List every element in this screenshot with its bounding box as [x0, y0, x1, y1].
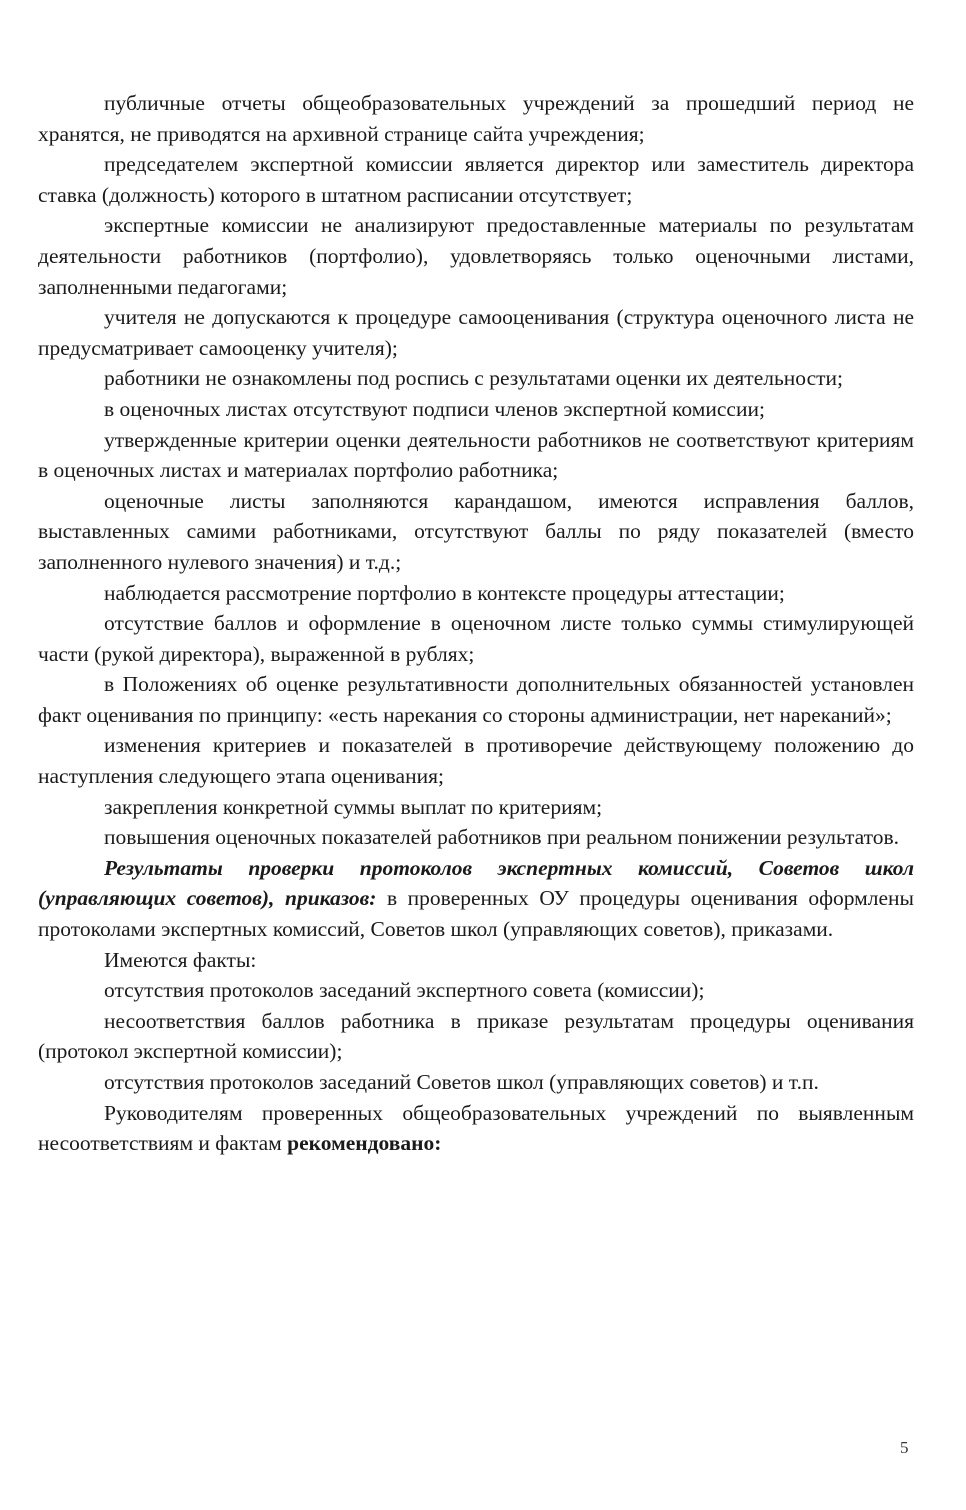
paragraph: утвержденные критерии оценки деятельности работников не соответствуют критериям в оценочных листах и материалах портфолио работника;	[38, 427, 914, 483]
results-heading: Результаты проверки протоколов экспертных комиссий, Советов школ (управляющих советов), приказов:	[38, 855, 914, 911]
paragraph: работники не ознакомлены под роспись с результатами оценки их деятельности;	[104, 366, 843, 391]
paragraph: наблюдается рассмотрение портфолио в контексте процедуры аттестации;	[104, 580, 785, 605]
fact-item: отсутствия протоколов заседаний экспертного совета (комиссии);	[104, 978, 705, 1003]
closing-text: Руководителям проверенных общеобразовательных учреждений по выявленным несоответствиям и фактам	[38, 1100, 914, 1156]
paragraph: председателем экспертной комиссии является директор или заместитель директора ставка (должность) которого в штатном расписании отсутствует;	[38, 152, 914, 207]
paragraph: закрепления конкретной суммы выплат по критериям;	[104, 794, 603, 819]
fact-item: несоответствия баллов работника в приказе результатам процедуры оценивания (протокол экспертной комиссии);	[38, 1008, 914, 1064]
page-number: 5	[900, 1438, 909, 1457]
closing-recommended: рекомендовано:	[287, 1131, 442, 1156]
facts-intro: Имеются факты:	[104, 947, 257, 972]
paragraph: публичные отчеты общеобразовательных учреждений за прошедший период не хранятся, не приводятся на архивной странице сайта учреждения;	[38, 91, 914, 146]
paragraph: оценочные листы заполняются карандашом, имеются исправления баллов, выставленных самими работниками, отсутствуют баллы по ряду показателей (вместо заполненного нулевого значения) и т.д.;	[38, 488, 914, 574]
document-body	[38, 88, 914, 1159]
paragraph: отсутствие баллов и оформление в оценочном листе только суммы стимулирующей части (рукой директора), выраженной в рублях;	[38, 611, 914, 666]
closing-paragraph	[38, 1098, 914, 1159]
fact-item: отсутствия протоколов заседаний Советов школ (управляющих советов) и т.п.	[104, 1070, 819, 1094]
results-paragraph	[38, 853, 914, 945]
paragraph: в Положениях об оценке результативности дополнительных обязанностей установлен факт оценивания по принципу: «есть нарекания со стороны администрации, нет нареканий»;	[38, 672, 914, 727]
paragraph: учителя не допускаются к процедуре самооценивания (структура оценочного листа не предусматривает самооценку учителя);	[38, 305, 914, 360]
paragraph: в оценочных листах отсутствуют подписи членов экспертной комиссии;	[104, 396, 765, 421]
paragraph: экспертные комиссии не анализируют предоставленные материалы по результатам деятельности работников (портфолио), удовлетворяясь только оценочными листами, заполненными педагогами;	[38, 213, 914, 299]
paragraph: повышения оценочных показателей работников при реальном понижении результатов.	[104, 825, 900, 850]
results-text: в проверенных ОУ процедуры оценивания оформлены протоколами экспертных комиссий, Советов школ (управляющих советов), приказами.	[38, 886, 914, 942]
paragraph: изменения критериев и показателей в противоречие действующему положению до наступления следующего этапа оценивания;	[38, 733, 914, 789]
